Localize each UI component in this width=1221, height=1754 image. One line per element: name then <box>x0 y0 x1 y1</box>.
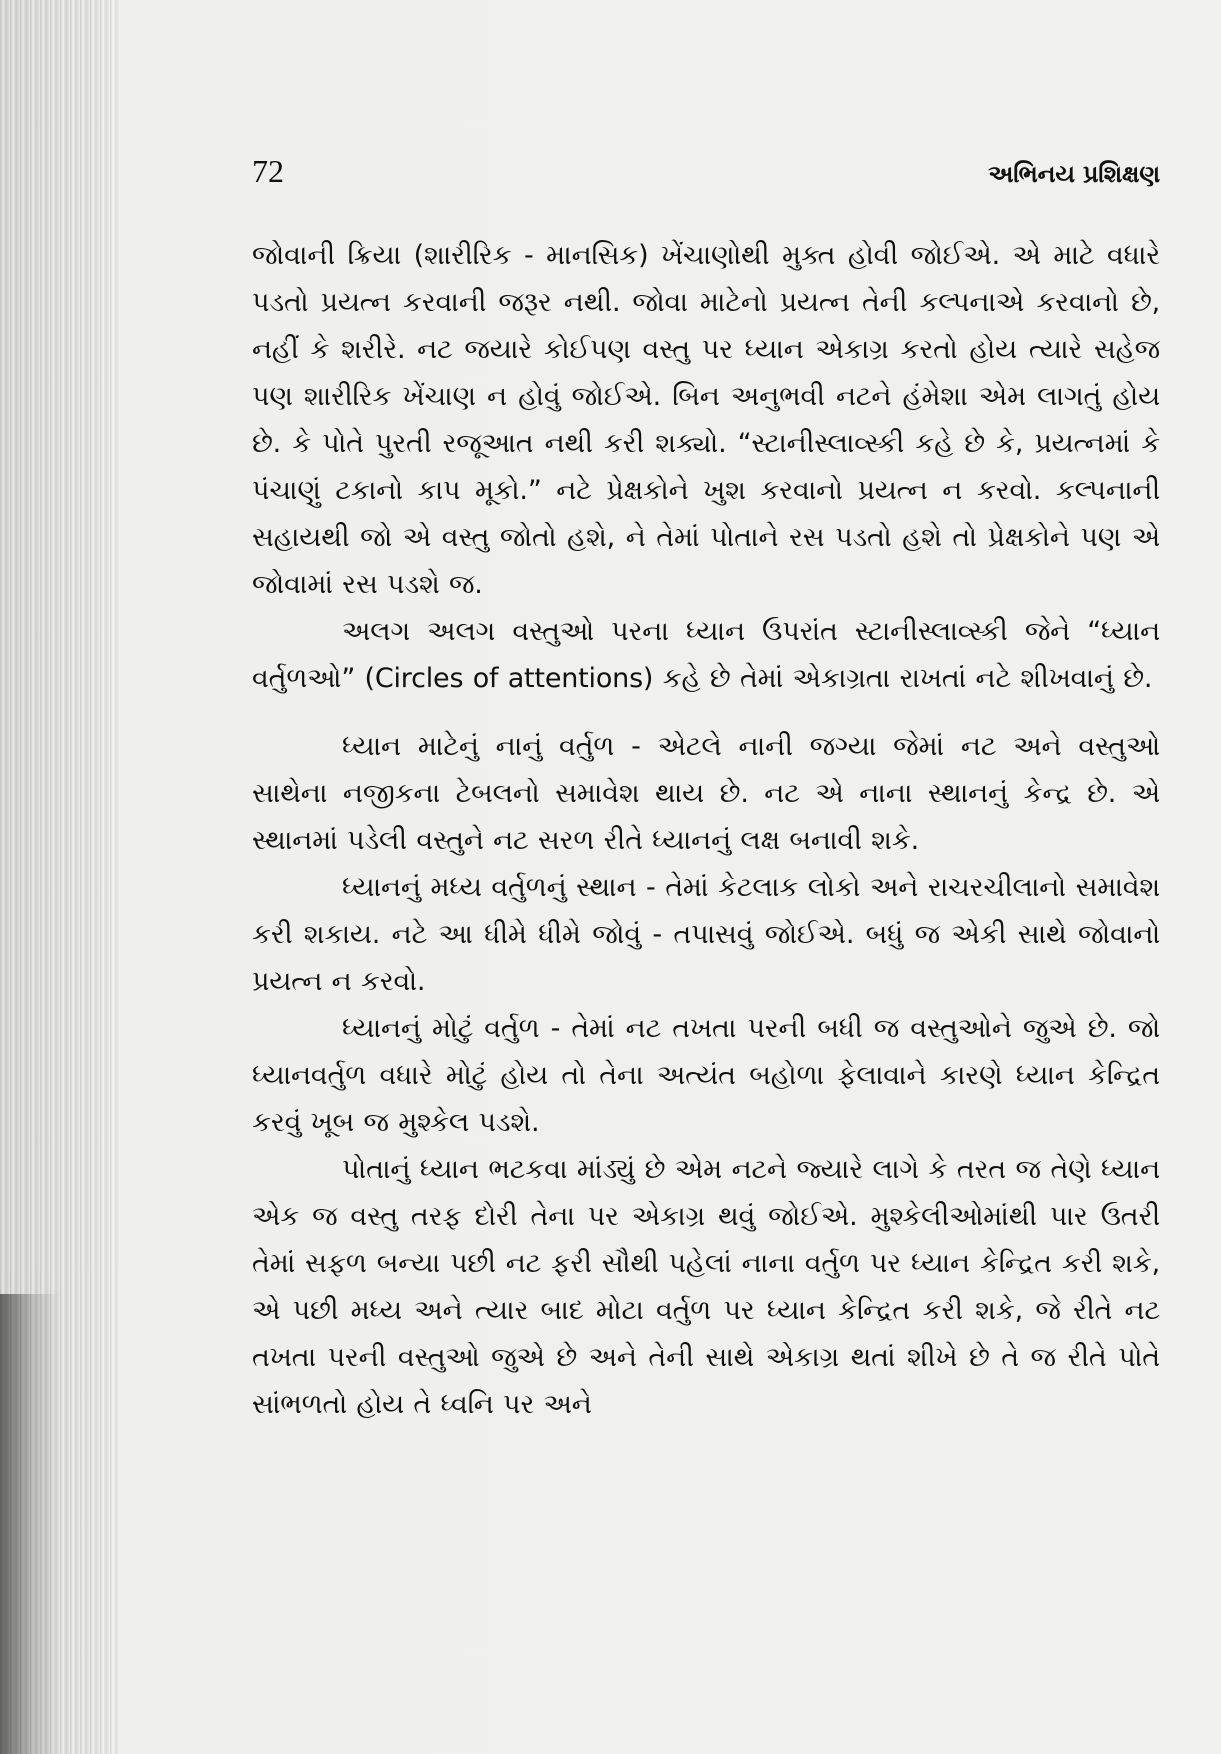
paragraph-5: ધ્યાનનું મોટું વર્તુળ - તેમાં નટ તખતા પરની બધી જ વસ્તુઓને જુએ છે. જો ધ્યાનવર્તુળ વધારે મોટું હોય તો તેના અત્યંત બહોળા ફેલાવાને કારણે ધ્યાન કેન્દ્રિત કરવું ખૂબ જ મુશ્કેલ પડશે. <box>252 1013 1160 1138</box>
running-title: અભિનય પ્રશિક્ષણ <box>988 160 1160 188</box>
page-number: 72 <box>252 153 284 189</box>
page-header <box>252 155 1160 205</box>
page-body <box>252 232 1160 1428</box>
paragraph-3: ધ્યાન માટેનું નાનું વર્તુળ - એટલે નાની જગ્યા જેમાં નટ અને વસ્તુઓ સાથેના નજીકના ટેબલનો સમાવેશ થાય છે. નટ એ નાના સ્થાનનું કેન્દ્ર છે. એ સ્થાનમાં પડેલી વસ્તુને નટ સરળ રીતે ધ્યાનનું લક્ષ બનાવી શકે. <box>252 731 1160 856</box>
book-page-edges <box>0 0 120 1754</box>
paragraph-2: અલગ અલગ વસ્તુઓ પરના ધ્યાન ઉપરાંત સ્ટાનીસ્લાવ્સ્કી જેને “ધ્યાન વર્તુળઓ” (Circles of attentions) કહે છે તેમાં એકાગ્રતા રાખતાં નટે શીખવાનું છે. <box>252 616 1160 694</box>
paragraph-1: જોવાની ક્રિયા (શારીરિક - માનસિક) ખેંચાણોથી મુક્ત હોવી જોઈએ. એ માટે વધારે પડતો પ્રયત્ન કરવાની જરૂર નથી. જોવા માટેનો પ્રયત્ન તેની કલ્પનાએ કરવાનો છે, નહીં કે શરીરે. નટ જયારે કોઈપણ વસ્તુ પર ધ્યાન એકાગ્ર કરતો હોય ત્યારે સહેજ પણ શારીરિક ખેંચાણ ન હોવું જોઈએ. બિન અનુભવી નટને હંમેશા એમ લાગતું હોય છે. કે પોતે પુરતી રજૂઆત નથી કરી શક્યો. “સ્ટાનીસ્લાવ્સ્કી કહે છે કે, પ્રયત્નમાં કે પંચાણું ટકાનો કાપ મૂકો.” નટે પ્રેક્ષકોને ખુશ કરવાનો પ્રયત્ન ન કરવો. કલ્પનાની સહાયથી જો એ વસ્તુ જોતો હશે, ને તેમાં પોતાને રસ પડતો હશે તો પ્રેક્ષકોને પણ એ જોવામાં રસ પડશે જ. <box>252 240 1160 600</box>
document-page <box>252 155 1160 1428</box>
paragraph-4: ધ્યાનનું મધ્ય વર્તુળનું સ્થાન - તેમાં કેટલાક લોકો અને રાચરચીલાનો સમાવેશ કરી શકાય. નટે આ ધીમે ધીમે જોવું - તપાસવું જોઈએ. બધું જ એકી સાથે જોવાનો પ્રયત્ન ન કરવો. <box>252 872 1160 997</box>
paragraph-6: પોતાનું ધ્યાન ભટકવા માંડ્યું છે એમ નટને જ્યારે લાગે કે તરત જ તેણે ધ્યાન એક જ વસ્તુ તરફ દોરી તેના પર એકાગ્ર થવું જોઈએ. મુશ્કેલીઓમાંથી પાર ઉતરી તેમાં સફળ બન્યા પછી નટ ફરી સૌથી પહેલાં નાના વર્તુળ પર ધ્યાન કેન્દ્રિત કરી શકે, એ પછી મધ્ય અને ત્યાર બાદ મોટા વર્તુળ પર ધ્યાન કેન્દ્રિત કરી શકે, જે રીતે નટ તખતા પરની વસ્તુઓ જુએ છે અને તેની સાથે એકાગ્ર થતાં શીખે છે તે જ રીતે પોતે સાંભળતો હોય તે ધ્વનિ પર અને <box>252 1154 1160 1420</box>
